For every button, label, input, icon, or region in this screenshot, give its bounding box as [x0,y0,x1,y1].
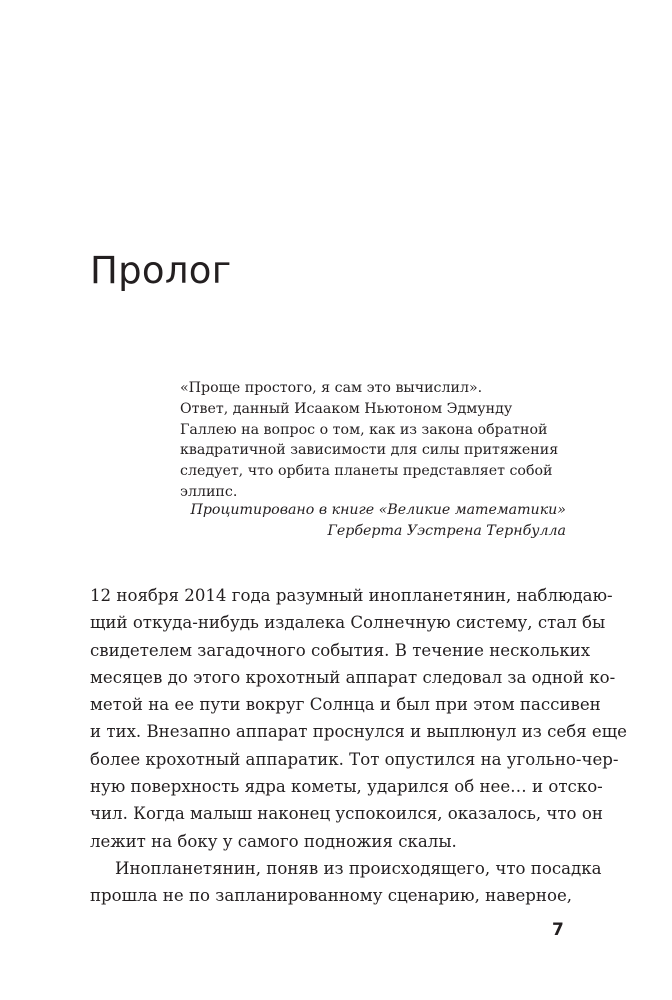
body-line: чил. Когда малыш наконец успокоился, оказалось, что он [90,804,603,824]
attribution-line: Процитировано в книге «Великие математики» [190,502,566,518]
epigraph-line: квадратичной зависимости для силы притяжения [180,442,559,459]
body-line: и тих. Внезапно аппарат проснулся и выплюнул из себя еще [90,722,627,742]
body-line: месяцев до этого крохотный аппарат следовал за одной ко- [90,667,616,687]
body-line: прошла не по запланированному сценарию, наверное, [90,886,573,906]
body-line: 12 ноября 2014 года разумный инопланетянин, наблюдаю- [90,586,613,605]
body-line: лежит на боку у самого подножия скалы. [90,831,457,851]
body-line: свидетелем загадочного события. В течение нескольких [90,640,591,660]
attribution-line: Герберта Уэстрена Тернбулла [327,523,566,539]
body-line: более крохотный аппаратик. Тот опустился на угольно-чер- [90,749,619,769]
body-text [90,582,627,910]
epigraph-attribution [190,500,566,542]
epigraph-line: следует, что орбита планеты представляет собой [180,463,553,480]
chapter-title: Пролог [90,249,232,292]
body-line: метой на ее пути вокруг Солнца и был при этом пассивен [90,695,601,715]
body-line: ную поверхность ядра кометы, ударился об нее… и отско- [90,777,603,797]
page-number: 7 [552,920,564,940]
body-line: щий откуда-нибудь издалека Солнечную систему, стал бы [90,613,606,633]
body-line: Инопланетянин, поняв из происходящего, что посадка [115,858,602,878]
epigraph-line: Ответ, данный Исааком Ньютоном Эдмунду [180,400,513,417]
epigraph-line: эллипс. [180,483,238,500]
epigraph-line: Галлею на вопрос о том, как из закона обратной [180,421,548,438]
epigraph [180,378,566,503]
epigraph-line: «Проще простого, я сам это вычислил». [180,380,483,396]
